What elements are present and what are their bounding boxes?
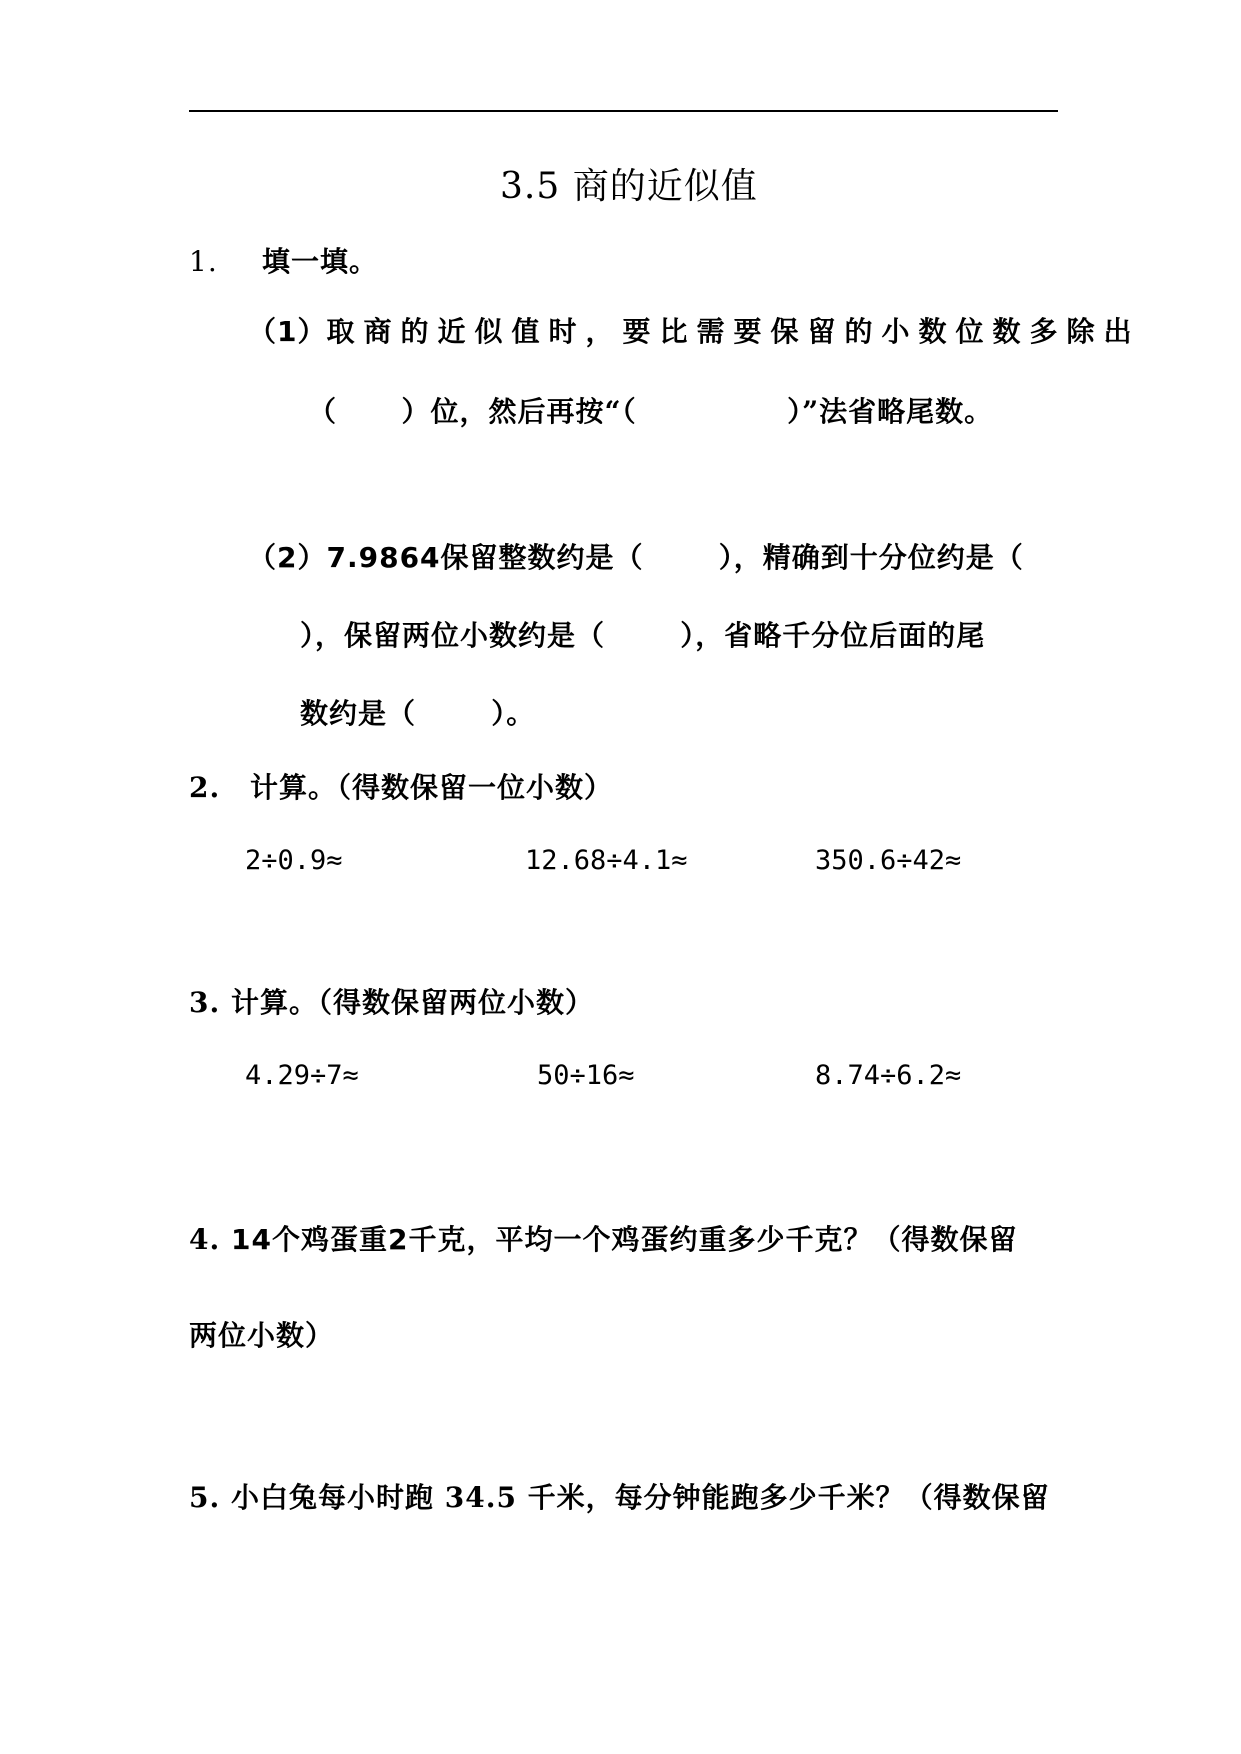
q5-number: 5. [189,1481,221,1514]
q1-part1-line1 [248,314,1141,350]
q3-label: 3. 计算。（得数保留两位小数） [189,986,594,1019]
q4-egg-count: 14 [230,1223,272,1256]
q1-label: 填一填。 [262,245,379,278]
q1-part2-number: （2） [248,541,327,574]
q1-part1-number: （1） [248,315,327,348]
q5-text: 小白兔每小时跑 34.5 千米，每分钟能跑多少千米？（得数保留 [230,1481,1050,1514]
q5-line1 [189,1480,1050,1516]
q4-text-a: 个鸡蛋重 [271,1223,388,1256]
q4-line1 [189,1222,1017,1258]
q3-expression: 50÷16≈ [537,1060,635,1091]
page-title: 3.5 商的近似值 [500,166,758,207]
q1-number: 1. [189,245,218,278]
q2-expression: 2÷0.9≈ [245,845,343,876]
q2-label: 计算。（得数保留一位小数） [250,771,614,804]
q2-expression: 350.6÷42≈ [815,845,962,876]
q4-text-b: 千克，平均一个鸡蛋约重多少千克？（得数保留 [408,1223,1018,1256]
q4-weight: 2 [387,1223,409,1256]
q1-part1-line2: （ ）位，然后再按“（ ）”法省略尾数。 [308,395,994,428]
header-rule [189,110,1058,112]
q1-part2-text: 保留整数约是（ ），精确到十分位约是（ [440,541,1024,574]
q1-part1-text: 取商的近似值时，要比需要保留的小数位数多除出 [326,315,1141,348]
q1-part2-line2: ），保留两位小数约是（ ），省略千分位后面的尾 [300,619,986,652]
q2-number: 2. [189,771,221,804]
q4-number: 4. [189,1223,221,1256]
q1-part2-value: 7.9864 [326,541,441,574]
q3-expression: 4.29÷7≈ [245,1060,359,1091]
q4-line2: 两位小数） [189,1319,335,1352]
q2-expression: 12.68÷4.1≈ [525,845,688,876]
q1-part2-line1 [248,540,1024,576]
q3-expression: 8.74÷6.2≈ [815,1060,962,1091]
q1-part2-line3: 数约是（ ）。 [300,697,536,730]
